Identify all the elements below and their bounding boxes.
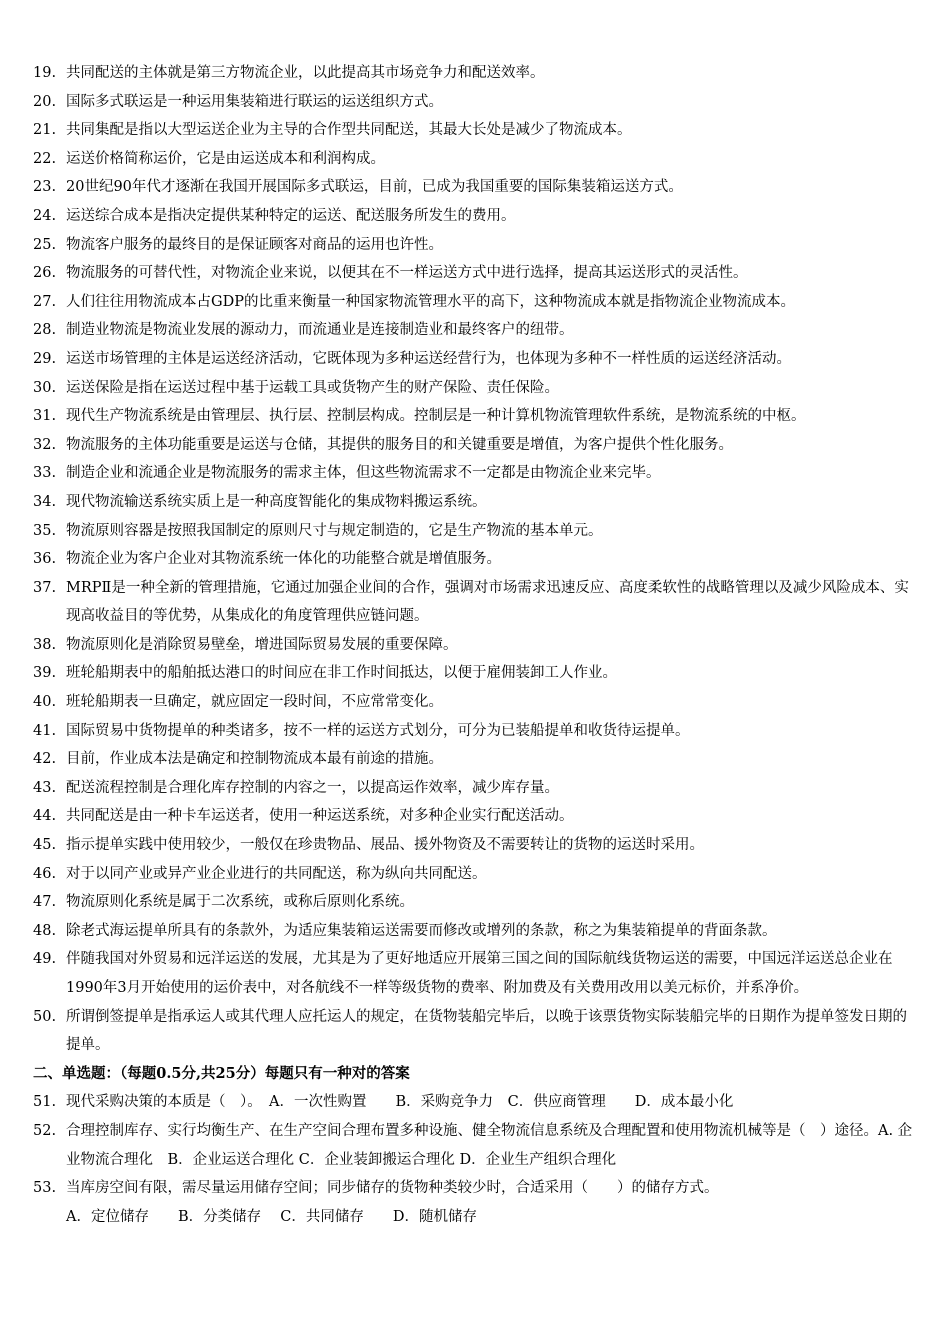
item-text: 物流原则容器是按照我国制定的原则尺寸与规定制造的，它是生产物流的基本单元。 [66,522,603,539]
item-text: 运送市场管理的主体是运送经济活动，它既体现为多种运送经营行为，也体现为多种不一样性质的运送经济活动。 [66,350,791,367]
statement-item [33,288,913,317]
item-text: 物流原则化是消除贸易壁垒，增进国际贸易发展的重要保障。 [66,636,458,653]
statement-item [33,202,913,231]
item-text: 当库房空间有限，需尽量运用储存空间；同步储存的货物种类较少时，合适采用（ ）的储存方式。 [66,1180,719,1197]
item-text: 除老式海运提单所具有的条款外，为适应集装箱运送需要而修改或增列的条款，称之为集装箱提单的背面条款。 [66,922,777,939]
item-number: 22. [33,150,57,167]
statement-item [33,717,913,746]
item-number: 27. [33,293,57,310]
statement-item [33,860,913,889]
item-number: 41. [33,722,57,739]
statement-item [33,545,913,574]
item-number: 44. [33,808,57,825]
item-text: 物流客户服务的最终目的是保证顾客对商品的运用也许性。 [66,236,443,253]
item-text: 物流服务的主体功能重要是运送与仓储，其提供的服务目的和关键重要是增值，为客户提供个性化服务。 [66,436,733,453]
item-number: 37. [33,579,57,596]
item-number: 35. [33,522,57,539]
item-text: 现代采购决策的本质是（ ）。 A．一次性购置 B．采购竞争力 C．供应商管理 D．成本最小化 [66,1094,734,1111]
item-number: 25. [33,236,57,253]
statement-item [33,173,913,202]
item-number: 38. [33,636,57,653]
item-text: MRPⅡ是一种全新的管理措施，它通过加强企业间的合作，强调对市场需求迅速反应、高度柔软性的战略管理以及减少风险成本、实现高收益目的等优势，从集成化的角度管理供应链问题。 [66,579,909,625]
item-number: 31. [33,408,57,425]
item-number: 24. [33,207,57,224]
item-text: 现代生产物流系统是由管理层、执行层、控制层构成。控制层是一种计算机物流管理软件系统，是物流系统的中枢。 [66,408,806,425]
question-item [33,1174,913,1203]
statement-item [33,231,913,260]
item-text: 物流服务的可替代性，对物流企业来说，以便其在不一样运送方式中进行选择，提高其运送形式的灵活性。 [66,265,748,282]
item-number: 19. [33,65,57,81]
item-text: 合理控制库存、实行均衡生产、在生产空间合理布置多种设施、健全物流信息系统及合理配置和使用物流机械等是（ ）途径。A. 企业物流合理化 B．企业运送合理化 C．企业装卸搬运合理化 D．企业生产组织合理化 [66,1122,913,1168]
item-text: 配送流程控制是合理化库存控制的内容之一，以提高运作效率，减少库存量。 [66,779,559,796]
item-number: 50. [33,1008,57,1025]
statement-item [33,259,913,288]
item-number: 40. [33,694,57,711]
item-number: 30. [33,379,57,396]
item-text: 制造企业和流通企业是物流服务的需求主体，但这些物流需求不一定都是由物流企业来完毕。 [66,465,661,482]
item-text: 物流企业为客户企业对其物流系统一体化的功能整合就是增值服务。 [66,551,501,568]
item-number: 51. [33,1094,57,1111]
item-text: 伴随我国对外贸易和远洋运送的发展，尤其是为了更好地适应开展第三国之间的国际航线货物运送的需要，中国远洋运送总企业在1990年3月开始使用的运价表中，对各航线不一样等级货物的费率、附加费及有关费用改用以美元标价，并系净价。 [66,951,893,996]
item-number: 42. [33,751,57,768]
item-text: 共同配送是由一种卡车运送者，使用一种运送系统，对多种企业实行配送活动。 [66,808,574,825]
section-title: 二、单选题：（每题0.5分,共25分）每题只有一种对的答案 [33,1064,410,1082]
statement-item [33,802,913,831]
statement-item [33,945,913,1002]
item-text: 国际贸易中货物提单的种类诸多，按不一样的运送方式划分，可分为已装船提单和收货待运提单。 [66,722,690,739]
statement-item [33,345,913,374]
item-number: 36. [33,551,57,568]
item-text: 班轮船期表中的船舶抵达港口的时间应在非工作时间抵达，以便于雇佣装卸工人作业。 [66,665,617,682]
item-number: 46. [33,865,57,882]
statement-item [33,917,913,946]
statement-item [33,488,913,517]
statement-item [33,59,913,88]
statement-item [33,831,913,860]
item-number: 21. [33,122,57,139]
true-false-items [33,59,920,1060]
item-number: 32. [33,436,57,453]
item-text: 现代物流输送系统实质上是一种高度智能化的集成物料搬运系统。 [66,493,487,510]
statement-item [33,659,913,688]
statement-item [33,745,913,774]
item-text: 班轮船期表一旦确定，就应固定一段时间，不应常常变化。 [66,694,443,711]
item-number: 34. [33,493,57,510]
item-number: 23. [33,179,57,196]
statement-item [33,459,913,488]
item-text: 对于以同产业或异产业企业进行的共同配送，称为纵向共同配送。 [66,865,487,882]
item-number: 47. [33,894,57,911]
single-choice-questions [33,1088,920,1202]
statement-item [33,888,913,917]
item-text: 制造业物流是物流业发展的源动力，而流通业是连接制造业和最终客户的纽带。 [66,322,574,339]
item-number: 49. [33,951,57,968]
question-item [33,1117,913,1174]
item-text: 人们往往用物流成本占GDP的比重来衡量一种国家物流管理水平的高下，这种物流成本就是指物流企业物流成本。 [66,293,795,310]
statement-item [33,145,913,174]
item-text: 物流原则化系统是属于二次系统，或称后原则化系统。 [66,894,414,911]
item-text: 共同集配是指以大型运送企业为主导的合作型共同配送，其最大长处是减少了物流成本。 [66,122,632,139]
statement-item [33,431,913,460]
statement-item [33,574,913,631]
statement-item [33,688,913,717]
statement-item [33,402,913,431]
item-text: 运送价格简称运价，它是由运送成本和利润构成。 [66,150,385,167]
item-text: 指示提单实践中使用较少，一般仅在珍贵物品、展品、援外物资及不需要转让的货物的运送时采用。 [66,837,704,854]
item-text: 所谓倒签提单是指承运人或其代理人应托运人的规定，在货物装船完毕后，以晚于该票货物实际装船完毕的日期作为提单签发日期的提单。 [66,1008,907,1054]
item-text: 运送综合成本是指决定提供某种特定的运送、配送服务所发生的费用。 [66,207,516,224]
item-number: 28. [33,322,57,339]
item-number: 43. [33,779,57,796]
item-number: 52. [33,1122,57,1139]
item-text: 共同配送的主体就是第三方物流企业，以此提高其市场竞争力和配送效率。 [66,65,545,81]
item-text: 运送保险是指在运送过程中基于运载工具或货物产生的财产保险、责任保险。 [66,379,559,396]
item-number: 48. [33,922,57,939]
statement-item [33,316,913,345]
statement-item [33,517,913,546]
item-number: 53. [33,1180,57,1197]
item-number: 29. [33,350,57,367]
item-text: 国际多式联运是一种运用集装箱进行联运的运送组织方式。 [66,93,443,110]
item-number: 45. [33,837,57,854]
q53-options: A．定位储存 B．分类储存 C．共同储存 D．随机储存 [66,1208,477,1225]
statement-item [33,88,913,117]
statement-item [33,1003,913,1060]
question-item [33,1088,913,1117]
item-number: 39. [33,665,57,682]
item-text: 目前，作业成本法是确定和控制物流成本最有前途的措施。 [66,751,443,768]
item-text: 20世纪90年代才逐渐在我国开展国际多式联运，目前，已成为我国重要的国际集装箱运送方式。 [66,179,683,196]
statement-item [33,374,913,403]
item-number: 33. [33,465,57,482]
item-number: 26. [33,265,57,282]
item-number: 20. [33,93,57,110]
statement-item [33,631,913,660]
statement-item [33,116,913,145]
statement-item [33,774,913,803]
